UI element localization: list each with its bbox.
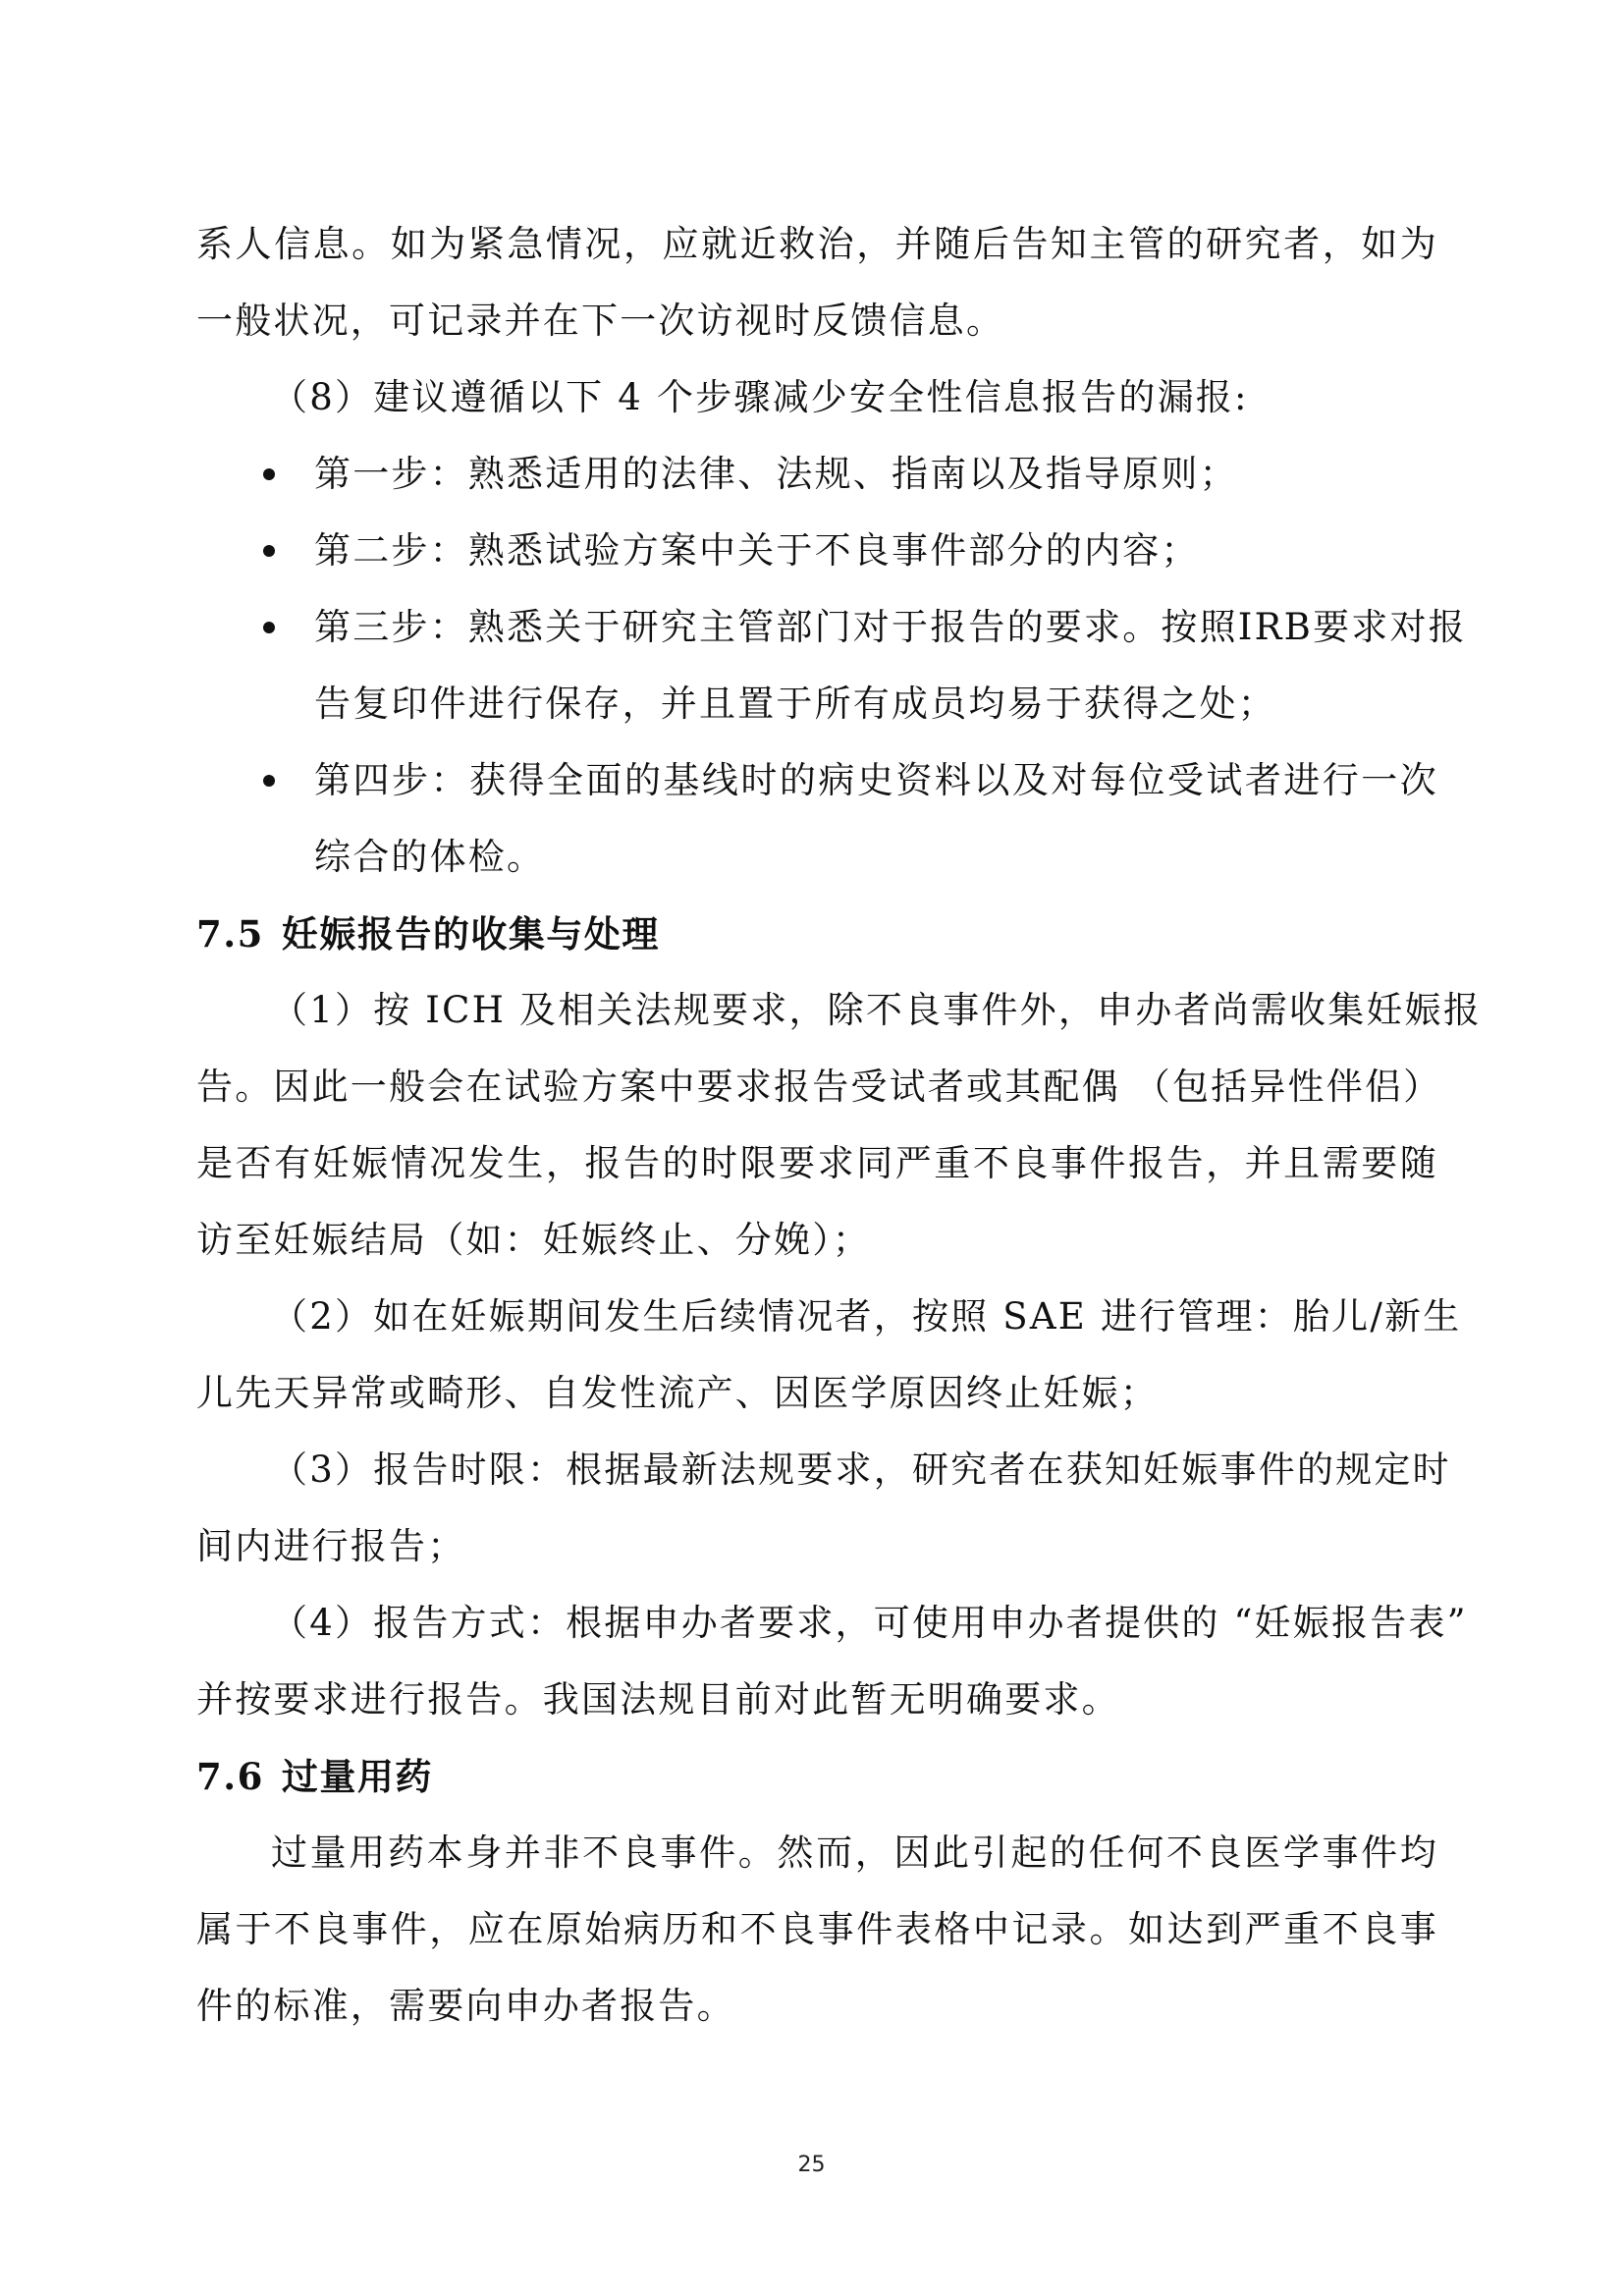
bullet-icon (263, 468, 275, 480)
document-page (196, 206, 1483, 2045)
bullet-icon (263, 545, 275, 557)
paragraph-line: 一般状况，可记录并在下一次访视时反馈信息。 (196, 300, 1005, 342)
bullet-continuation: 告复印件进行保存，并且置于所有成员均易于获得之处； (314, 683, 1276, 725)
section-heading-7-5 (196, 896, 1438, 972)
paragraph-line: 儿先天异常或畸形、自发性流产、因医学原因终止妊娠； (196, 1372, 1159, 1414)
bullet-item-step-2 (196, 513, 1438, 589)
bullet-text: 第三步：熟悉关于研究主管部门对于报告的要求。按照IRB要求对报 (314, 606, 1467, 648)
paragraph-line: 属于不良事件，应在原始病历和不良事件表格中记录。如达到严重不良事 (196, 1908, 1438, 1950)
section-title: 过量用药 (281, 1755, 433, 1798)
bullet-icon (263, 622, 275, 633)
paragraph-line: 间内进行报告； (196, 1525, 466, 1567)
bullet-item-step-4 (196, 742, 1438, 819)
bullet-text: 第一步：熟悉适用的法律、法规、指南以及指导原则； (314, 453, 1238, 495)
paragraph-line: 件的标准，需要向申办者报告。 (196, 1985, 735, 2027)
bullet-continuation: 综合的体检。 (314, 836, 546, 878)
paragraph-line: （2）如在妊娠期间发生后续情况者，按照 SAE 进行管理：胎儿/新生 (271, 1295, 1462, 1338)
section-number: 7.5 (196, 912, 264, 956)
paragraph-line: 告。因此一般会在试验方案中要求报告受试者或其配偶 （包括异性伴侣） (196, 1066, 1442, 1108)
paragraph-line: 系人信息。如为紧急情况，应就近救治，并随后告知主管的研究者，如为 (196, 223, 1438, 265)
page-number: 25 (797, 2153, 826, 2177)
paragraph-line: 是否有妊娠情况发生，报告的时限要求同严重不良事件报告，并且需要随 (196, 1142, 1438, 1184)
section-heading-7-6 (196, 1738, 1438, 1815)
bullet-item-step-1 (196, 436, 1438, 513)
paragraph-line: 并按要求进行报告。我国法规目前对此暂无明确要求。 (196, 1678, 1120, 1721)
paragraph-line: （3）报告时限：根据最新法规要求，研究者在获知妊娠事件的规定时 (271, 1449, 1451, 1491)
paragraph-line: （4）报告方式：根据申办者要求，可使用申办者提供的 “妊娠报告表” (271, 1602, 1468, 1644)
paragraph-line: 过量用药本身并非不良事件。然而，因此引起的任何不良医学事件均 (271, 1831, 1438, 1874)
paragraph-line: （8）建议遵循以下 4 个步骤减少安全性信息报告的漏报: (271, 376, 1249, 418)
bullet-text: 第四步：获得全面的基线时的病史资料以及对每位受试者进行一次 (314, 759, 1438, 801)
section-number: 7.6 (196, 1755, 264, 1798)
bullet-icon (263, 775, 275, 787)
bullet-item-step-3 (196, 589, 1467, 666)
bullet-text: 第二步：熟悉试验方案中关于不良事件部分的内容； (314, 529, 1200, 572)
section-title: 妊娠报告的收集与处理 (281, 912, 660, 956)
paragraph-line: 访至妊娠结局（如：妊娠终止、分娩）； (196, 1219, 872, 1261)
paragraph-line: （1）按 ICH 及相关法规要求，除不良事件外，申办者尚需收集妊娠报 (271, 989, 1483, 1031)
